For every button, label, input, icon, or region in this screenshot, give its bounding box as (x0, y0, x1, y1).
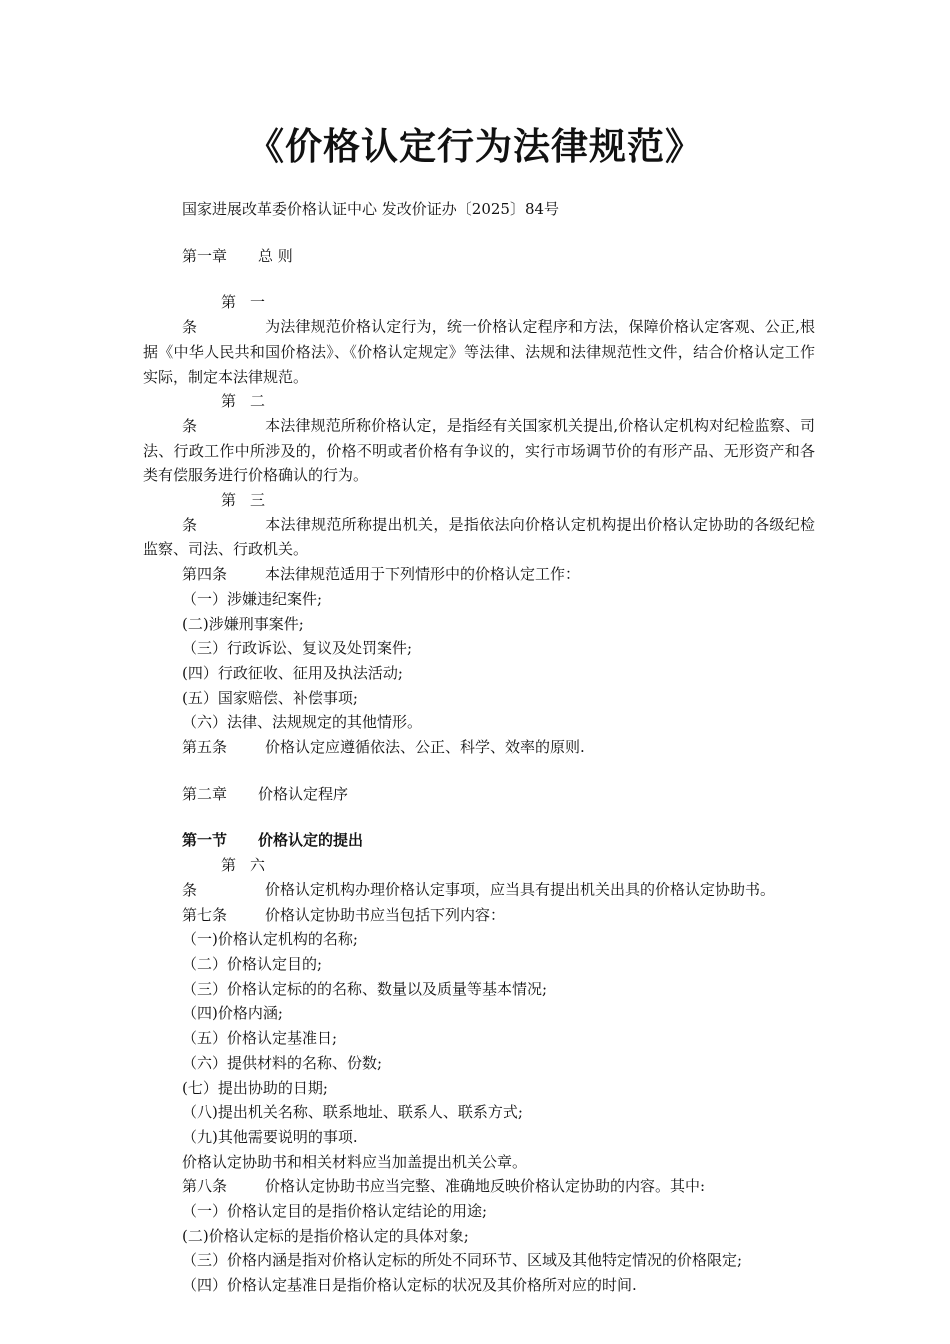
issuer-line: 国家进展改革委价格认证中心 发改价证办〔2025〕84号 (182, 200, 560, 218)
article-8 (143, 1174, 815, 1199)
article-1-label: 第一条 (182, 293, 265, 337)
chapter-1-label: 第一章 (182, 246, 228, 265)
list-item: (二)价格认定标的是指价格认定的具体对象; (182, 1226, 469, 1245)
list-item: （一）涉嫌违纪案件; (182, 589, 323, 608)
article-1 (143, 290, 815, 389)
chapter-2-label: 第二章 (182, 784, 228, 803)
list-item: （六）法律、法规规定的其他情形。 (182, 713, 423, 732)
list-item: （八)提出机关名称、联系地址、联系人、联系方式; (182, 1103, 523, 1122)
section-1-name: 价格认定的提出 (258, 831, 364, 850)
article-4-label: 第四条 (182, 565, 228, 584)
list-item: （三）行政诉讼、复议及处罚案件; (182, 639, 413, 658)
section-1-heading (143, 828, 815, 853)
article-6-label: 第六条 (182, 856, 265, 899)
document-title: 《价格认定行为法律规范》 (247, 125, 703, 168)
article-4 (143, 562, 815, 587)
section-1-label: 第一节 (182, 831, 228, 850)
list-item: （二）价格认定目的; (182, 954, 323, 973)
list-item: （一)价格认定机构的名称; (182, 930, 358, 949)
article-8-text: 价格认定协助书应当完整、准确地反映价格认定协助的内容。其中: (265, 1177, 706, 1196)
article-1-text: 为法律规范价格认定行为，统一价格认定程序和方法，保障价格认定客观、公正,根据《中华人民共和国价格法》、《价格认定规定》等法律、法规和法律规范性文件，结合价格认定工作实际，制定本法律规范。 (143, 318, 815, 386)
article-3-text: 本法律规范所称提出机关，是指依法向价格认定机构提出价格认定协助的各级纪检监察、司法、行政机关。 (143, 515, 815, 559)
article-7-closing: 价格认定协助书和相关材料应当加盖提出机关公章。 (182, 1152, 528, 1171)
article-2-label: 第二条 (182, 392, 265, 435)
chapter-1-heading (143, 244, 815, 269)
article-7-text: 价格认定协助书应当包括下列内容： (265, 905, 506, 924)
list-item: （三）价格内涵是指对价格认定标的所处不同环节、区域及其他特定情况的价格限定; (182, 1251, 743, 1270)
article-2 (143, 389, 815, 488)
list-item: （四）价格认定基准日是指价格认定标的状况及其价格所对应的时间. (182, 1276, 637, 1295)
article-7-label: 第七条 (182, 905, 228, 924)
article-5-label: 第五条 (182, 738, 228, 757)
article-3-label: 第三条 (182, 491, 265, 534)
article-5-text: 价格认定应遵循依法、公正、科学、效率的原则. (265, 738, 585, 757)
article-7 (143, 903, 815, 928)
article-6 (143, 853, 815, 902)
article-5 (143, 735, 815, 760)
article-6-text: 价格认定机构办理价格认定事项，应当具有提出机关出具的价格认定协助书。 (265, 880, 776, 899)
list-item: (七）提出协助的日期; (182, 1078, 328, 1097)
article-8-label: 第八条 (182, 1177, 228, 1196)
chapter-2-name: 价格认定程序 (258, 784, 349, 803)
document-body (143, 197, 815, 1298)
list-item: (五）国家赔偿、补偿事项; (182, 688, 358, 707)
list-item: （一）价格认定目的是指价格认定结论的用途; (182, 1202, 488, 1221)
list-item: （六）提供材料的名称、份数; (182, 1053, 383, 1072)
list-item: （九)其他需要说明的事项. (182, 1127, 358, 1146)
list-item: （三）价格认定标的的名称、数量以及质量等基本情况; (182, 979, 548, 998)
list-item: (二)涉嫌刑事案件; (182, 614, 304, 633)
article-3 (143, 488, 815, 562)
chapter-1-name: 总 则 (258, 246, 293, 265)
chapter-2-heading (143, 782, 815, 807)
article-2-text: 本法律规范所称价格认定，是指经有关国家机关提出,价格认定机构对纪检监察、司法、行政工作中所涉及的，价格不明或者价格有争议的，实行市场调节价的有形产品、无形资产和各类有偿服务进行价格确认的行为。 (143, 416, 815, 485)
list-item: （四)价格内涵; (182, 1004, 283, 1023)
list-item: (四）行政征收、征用及执法活动; (182, 663, 403, 682)
article-4-text: 本法律规范适用于下列情形中的价格认定工作： (265, 565, 581, 584)
list-item: （五）价格认定基准日; (182, 1029, 338, 1048)
